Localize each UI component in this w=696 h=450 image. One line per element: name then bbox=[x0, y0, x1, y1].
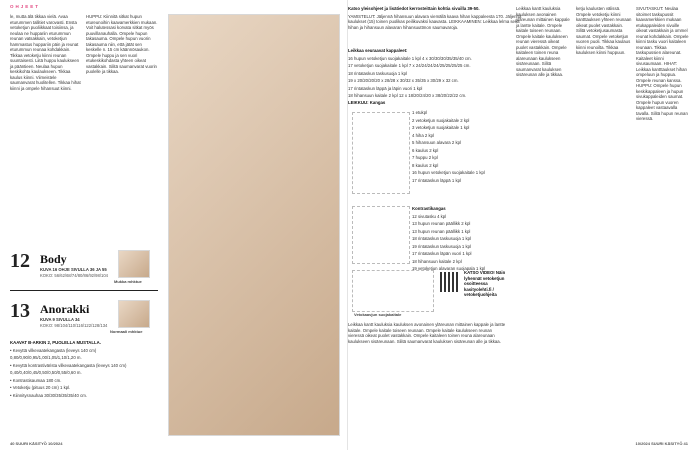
right-intro-text: YAMISTELUT: Jäljennä hihansuun alavara viemällä kaava hihan kappaleesta 170. Jäljennä kaulukset (15) toinen puolikas peilikuvaksi kaavasta. LEIKKAAMINEN: Leikkaa lelma sekä hihan ja hihansuun alavaran hihansuuttmon saumavaroja. bbox=[348, 13, 522, 30]
pattern-12-caption: Mukka mhktue bbox=[114, 279, 142, 284]
contrast-3: 13 hupun reunan päällikk 1 kpl bbox=[412, 228, 471, 234]
right-column-5-text: SIVUTASKUT: Neulaa sitoimet taskupussit kaavamerkkien mukaan etukappaleiden sivuille oikeat vastakkain ja ommel reunat kohdakkain. Ompele kiinni tasku vuori kaitaleen reunaan. Tikkaa taskupussien alareunat. Kaitaleet kiinni sivusaumaan. HIHAT: Leikkaa kantttaukset hihan ompeluun ja huppua. Ompele reunan kanssa. HUPPU: Ompele hupun keskikappaleen ja hupun sivukappaleiden saumat. Ompele hupun vuoren kappaleet vastaavalla tavalla. Silitä hupun reunan vieressä. bbox=[636, 6, 689, 121]
contrast-5: 19 rintataskun taskusuoja 1 kpl bbox=[412, 243, 471, 249]
right-intro-title: Katso yleisohjeet ja lisätiedot kerrosteittain kohtia sivuilla 39-50. bbox=[348, 6, 480, 11]
video-note-text: KATSO VIDEO! Näin lyhennät vetoketjun osoitteessa kasityolehti.fi / vetoketjuohjeita bbox=[464, 270, 506, 297]
legend-7: 7 huppu 2 kpl bbox=[412, 155, 438, 160]
legend-8: 8 kaulus 2 kpl bbox=[412, 162, 439, 168]
contrast-8: 19 vetoketjun alavaran suojapala 1 kpl bbox=[412, 266, 486, 271]
cut-layout-title bbox=[348, 100, 408, 110]
right-bottom-text-body: Leikkaa kantt kauluksia kauluksen avonainen yläreunan mittainen kappale ja lantte kaitale. Ompele kaitale toiseen reunaan. Ompele kaitale kaulukseen reunan vieressä oikeat puolet vastakkain. Ompele kaitaleen toinen reuna alareunaan kaulukseen sisäreunaan. Silitä saumanvarat kauluksen sisäreunan alle ja tikkaa. bbox=[348, 322, 506, 344]
legend-1: 1 etukpl bbox=[412, 110, 428, 115]
right-column-4-text: ketju kaulusten välissä. Ompele vetoketju kiinni kantttauksen yhteen reunaan oikeat puolet vastakkain. Silitä vetoketjusaumasta saumat. Ompele vetoketjun vuoren puoli. Tikkaa kaulaus kiinni reunoilta. Tikkaa kauluksen kiinni huppuun. bbox=[576, 6, 632, 55]
contrast-4: 18 rintataskun taskusuoja 1 kpl bbox=[412, 236, 471, 241]
legend-2: 2 vetoketjun suojakaitale 2 kpl bbox=[412, 117, 470, 123]
contrast-7: 18 hihansuun kaitale 2 kpl bbox=[412, 258, 462, 264]
legend-9: 16 hupun vetoketjun suojakaitale 1 kpl bbox=[412, 170, 485, 175]
cut-layout-title-text: LEIKKUU: Kangas bbox=[348, 100, 386, 105]
materials-block bbox=[10, 340, 160, 440]
contrast-6: 17 rintataskun läpän vuori 1 kpl bbox=[412, 251, 472, 256]
right-intro bbox=[348, 6, 528, 46]
cut-list-item-4: 19 x 20/20/20/20 x 28/28 x 30/32 x 35/35 x 30/29 x 32 cm. bbox=[348, 78, 459, 83]
cut-list-title: Leikkaa seuraavat kappaleet: bbox=[348, 48, 408, 53]
cut-list bbox=[348, 48, 528, 98]
pattern-13-caption: Normaali mhktue bbox=[110, 329, 143, 334]
cut-list-item-5: 17 rintataskun läppä ja läpin vuori 1 kpl bbox=[348, 85, 423, 91]
materials-line-5: • Kontrastisaumaa 180 cm. bbox=[10, 377, 62, 383]
pattern-12-title: Body bbox=[40, 252, 67, 266]
cut-list-item-3: 18 rintataskun taskusuoja 1 kpl bbox=[348, 70, 407, 76]
right-column-4 bbox=[576, 6, 632, 436]
legend-4: 4 hiha 2 kpl bbox=[412, 132, 434, 138]
pattern-12-photo bbox=[118, 250, 150, 278]
contrast-2: 13 hupun reunan päällikk 2 kpl bbox=[412, 221, 471, 226]
materials-line-3: • Kevyttä kontrastivärista vilkevaatekangasta (leveys 140 cm) bbox=[10, 362, 127, 368]
left-page-photo bbox=[168, 14, 340, 436]
right-page bbox=[348, 0, 696, 450]
contrast-1: 12 sivutasku 4 kpl bbox=[412, 213, 447, 219]
zipper-guard-label: Vetokaavjun suojakaitale bbox=[354, 312, 402, 317]
pattern-13-title: Anorakki bbox=[40, 302, 90, 316]
legend-3: 3 vetoketjun suojakaitale 1 kpl bbox=[412, 125, 470, 130]
cut-list-item-1: 16 hupun vetoketjun suojakaitale 1 kpl 4 x 30/30/30/35/35/40 cm. bbox=[348, 55, 472, 61]
right-column-3-text: Leikkaa kantt kauluksia kauluksen avonainen yläreunan mittainen kappale ja lantte kaitale. Ompele kaitale toiseen reunaan. Ompele kaitale kaulukseen reunan vieressä oikeat puolet vastakkain. Ompele kaitaleen toinen reuna alareunaan kaulukseen sisäreunaan. Silitä saumanvarat kauluksen sisäreunan alle ja tikkaa. bbox=[516, 6, 570, 77]
right-column-3 bbox=[516, 6, 572, 436]
pattern-12-size: KUVA 16 OHJE SIVULLA 36 JA 55 bbox=[40, 267, 107, 272]
legend-10: 17 rintataskun läppä 1 kpl bbox=[412, 177, 461, 183]
divider bbox=[10, 290, 158, 291]
left-folio: 40 SUURI KÄSITYÖ 10/2024 bbox=[10, 441, 63, 446]
cut-list-item-2: 17 vetoketjun suojakaitale 1 kpl 7 x 24/24/24/24/25/25/25/25 cm. bbox=[348, 63, 471, 68]
contrast-list bbox=[412, 206, 496, 271]
right-bottom-text bbox=[348, 322, 508, 434]
right-folio: 10/2024 SUURI KÄSITYÖ 41 bbox=[635, 441, 688, 446]
materials-line-1: • Kevyttä vilkevaatekangasta (leveys 140 cm) bbox=[10, 347, 97, 353]
contrast-list-title: Kontrastikangas bbox=[412, 206, 446, 211]
materials-line-7: • Kiinnitysnauhaa 30/30/35/35/35/40 cm. bbox=[10, 392, 87, 398]
left-column-2-text: HUPPU: Kiinnitä sitkat hupun etureunoihin kaavamerkkien mukaan. Voit halutessasi korvata sitkat myös puuvillanauhalla. Ompele hupun takasauma. Ompele hupun vuorin takasauma niin, että jätät sen keskelle n. 15 cm käännösaukon. Ompele huppu ja sen vuori etukeskikohdasta yhteen oikeat vastakkain. Silitä saumanvarat vuorin puolelle ja tikkaa. bbox=[86, 14, 158, 74]
fabric-layout-diagram-2 bbox=[352, 206, 410, 264]
left-column-1-text: le, mutta älä tikkaa vielä. Avaa eturummen tallitiet varovasti. Ensta vetoketjun puoliikkaat toisiinsa, ja neulaa ne huppariin eturummun reunan vatsakkain, vetoketjun hammastus huppariin päin ja reunat eturummun reunaa kohdakkain. Tikkaa vetoketju kiinni reunan suuntaisesti. Liitä huppu kaulukseen ja pääntieen. Neulaa hupun keskikohta kaulaukseen. Tikkaa kaulus kiinni. Viimeistele saumanvarat huolitellen. Tikkaa hihat kiinni ja ompele hihansuut kiinni. bbox=[10, 14, 81, 91]
zipper-guard-diagram bbox=[352, 270, 434, 312]
materials-line-6: • Vetoketju (pituus 20 cm) 1 kpl. bbox=[10, 385, 71, 390]
pattern-13-number: 13 bbox=[10, 300, 30, 322]
pattern-13-size: KUVA 9 SIVULLA 34 bbox=[40, 317, 80, 322]
pattern-13-photo bbox=[118, 300, 150, 328]
legend-5: 5 hihansuun alavara 2 kpl bbox=[412, 140, 461, 145]
pattern-13-sizes: KOKO: 98/104/110/116/122/128/134 bbox=[40, 323, 108, 328]
materials-title: KAAVAT B-ARKIN 2, PUOLELLA MUSTALLA. bbox=[10, 340, 101, 345]
legend-6: 6 kaulus 2 kpl bbox=[412, 147, 439, 153]
legend-list bbox=[412, 110, 496, 204]
video-note bbox=[464, 270, 510, 310]
fabric-layout-diagram-1 bbox=[352, 112, 410, 194]
qr-code[interactable] bbox=[440, 272, 460, 292]
left-column-1 bbox=[10, 14, 82, 240]
cut-list-item-6: 18 hihansuun kaitale 2 kpl 12 x 18/20/24/20 x 38/20/22/22 cm. bbox=[348, 93, 467, 98]
section-tag: OHJEET bbox=[10, 4, 41, 9]
right-column-5 bbox=[636, 6, 690, 436]
left-column-2 bbox=[86, 14, 158, 240]
materials-line-4: 0,40/0,40/0,45/0,50/0,50/0,55/0,60 m. bbox=[10, 370, 82, 375]
pattern-12-sizes: KOKO: 56/62/68/74/80/86/92/98/104 bbox=[40, 273, 108, 278]
materials-line-2: 0,80/0,90/0,95/1,00/1,05/1,10/1,20 m. bbox=[10, 355, 82, 360]
pattern-12-number: 12 bbox=[10, 250, 30, 272]
